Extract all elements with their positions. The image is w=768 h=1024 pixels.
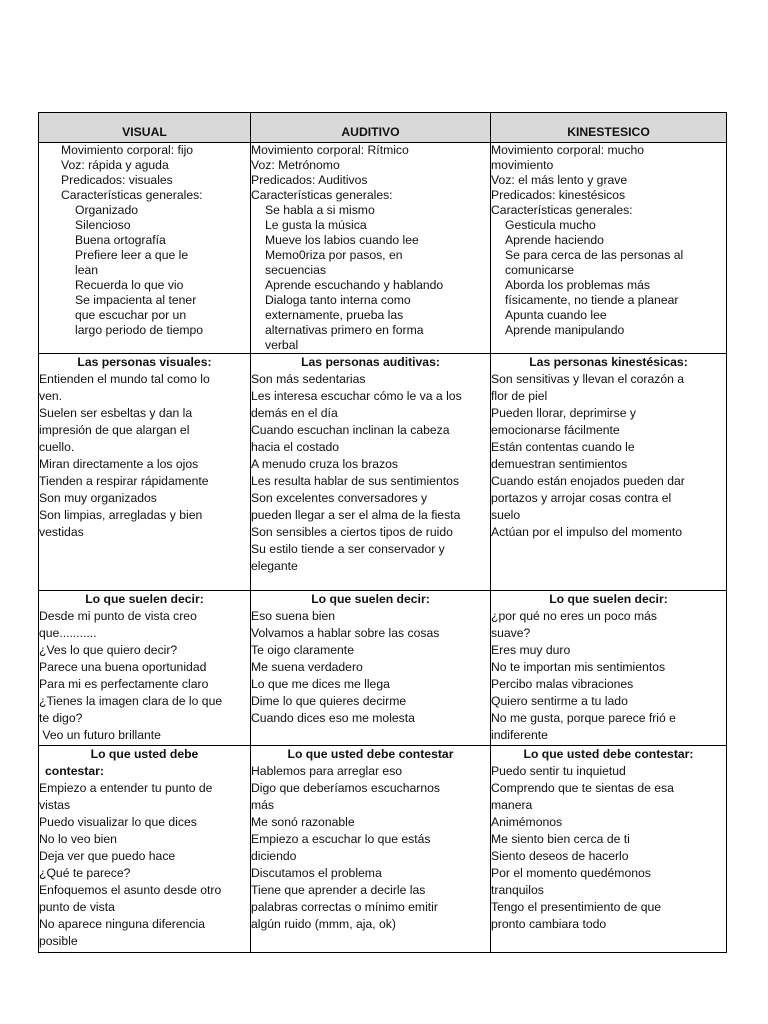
text-line: emocionarse fácilmente [491,423,620,437]
text-line: cuello. [39,440,75,454]
section-title: Lo que suelen decir: [85,592,204,606]
list-item: Apunta cuando lee [505,308,607,322]
list-item: físicamente, no tiende a planear [505,293,679,307]
text-line: Percibo malas vibraciones [491,677,634,691]
list-item: Se para cerca de las personas al [505,248,684,262]
text-line: pronto cambiara todo [491,917,607,931]
text-line: Puedo sentir tu inquietud [491,764,626,778]
cell-kinestesico-contestar [491,746,727,953]
text-line: flor de piel [491,389,548,403]
cell-kinestesico-characteristics [491,143,727,354]
row-personas [39,354,727,591]
cell-visual-characteristics [39,143,251,354]
header-row [39,113,727,143]
text-line: suave? [491,626,531,640]
list-item: Aprende escuchando y hablando [265,278,444,292]
text-line: Movimiento corporal: fijo [61,143,194,157]
text-line: Quiero sentirme a tu lado [491,694,628,708]
text-line: Características generales: [61,188,203,202]
cell-visual-contestar [39,746,251,953]
text-line: tranquilos [491,883,544,897]
text-line: Puedo visualizar lo que dices [39,815,197,829]
text-line: Son sensibles a ciertos tipos de ruido [251,525,453,539]
text-line: manera [491,798,533,812]
text-line: Te oigo claramente [251,643,354,657]
text-line: Empiezo a entender tu punto de [39,781,213,795]
text-line: Son sensitivas y llevan el corazón a [491,372,685,386]
row-lo-que-suelen-decir [39,591,727,746]
text-line: Volvamos a hablar sobre las cosas [251,626,440,640]
text-line: palabras correctas o mínimo emitir [251,900,438,914]
text-line: Predicados: visuales [61,173,173,187]
section-title-cont: contestar: [45,764,104,778]
section-title: Lo que suelen decir: [311,592,430,606]
text-line: suelo [491,508,521,522]
text-line: Me suena verdadero [251,660,363,674]
text-line: Deja ver que puedo hace [39,849,176,863]
text-line: vistas [39,798,71,812]
cell-visual-personas [39,354,251,591]
text-line: portazos y arrojar cosas contra el [491,491,672,505]
text-line: Tiene que aprender a decirle las [251,883,426,897]
text-line: demuestran sentimientos [491,457,628,471]
text-line: Pueden llorar, deprimirse y [491,406,636,420]
cell-kinestesico-personas [491,354,727,591]
cell-auditivo-decir [251,591,491,746]
text-line: Enfoquemos el asunto desde otro [39,883,222,897]
text-line: Características generales: [491,203,633,217]
text-line: Digo que deberíamos escucharnos [251,781,441,795]
text-line: más [251,798,275,812]
list-item: Recuerda lo que vio [75,278,184,292]
text-line: pueden llegar a ser el alma de la fiesta [251,508,461,522]
cell-visual-decir [39,591,251,746]
text-line: Son más sedentarias [251,372,366,386]
list-item: largo periodo de tiempo [75,323,204,337]
text-line: Eso suena bien [251,609,336,623]
text-line: Discutamos el problema [251,866,382,880]
text-line: Son excelentes conversadores y [251,491,428,505]
text-line: No te importan mis sentimientos [491,660,666,674]
list-item: Dialoga tanto interna como [265,293,411,307]
text-line: Predicados: kinestésicos [491,188,626,202]
text-line: movimiento [491,158,554,172]
text-line: Cuando dices eso me molesta [251,711,415,725]
list-item: alternativas primero en forma [265,323,424,337]
text-line: punto de vista [39,900,115,914]
text-line: demás en el día [251,406,338,420]
text-line: Por el momento quedémonos [491,866,651,880]
cell-kinestesico-decir [491,591,727,746]
list-item: externamente, prueba las [265,308,404,322]
cell-auditivo-characteristics [251,143,491,354]
header-kinestesico: KINESTESICO [491,113,727,143]
list-item: secuencias [265,263,326,277]
section-title: Las personas visuales: [77,355,212,369]
text-line: ¿por qué no eres un poco más [491,609,657,623]
text-line: Les interesa escuchar cómo le va a los [251,389,462,403]
list-item: Aprende haciendo [505,233,604,247]
text-line: Empiezo a escuchar lo que estás [251,832,431,846]
text-line: No lo veo bien [39,832,117,846]
text-line: No me gusta, porque parece frió e [491,711,676,725]
text-line: No aparece ninguna diferencia [39,917,206,931]
list-item: Silencioso [75,218,131,232]
text-line: ¿Ves lo que quiero decir? [39,643,178,657]
text-line: Voz: rápida y aguda [61,158,169,172]
text-line: Movimiento corporal: Rítmico [251,143,409,157]
text-line: Me siento bien cerca de ti [491,832,630,846]
list-item: Aprende manipulando [505,323,625,337]
text-line: Hablemos para arreglar eso [251,764,403,778]
list-item: Mueve los labios cuando lee [265,233,419,247]
cell-auditivo-contestar [251,746,491,953]
text-line: A menudo cruza los brazos [251,457,399,471]
list-item: que escuchar por un [75,308,187,322]
text-line: Dime lo que quieres decirme [251,694,407,708]
section-title: Lo que usted debe contestar [287,747,454,761]
text-line: impresión de que alargan el [39,423,190,437]
text-line: Tengo el presentimiento de que [491,900,662,914]
text-line: ¿Tienes la imagen clara de lo que [39,694,223,708]
text-line: Voz: el más lento y grave [491,173,628,187]
list-item: Memo0riza por pasos, en [265,248,403,262]
text-line: Siento deseos de hacerlo [491,849,629,863]
text-line: Miran directamente a los ojos [39,457,199,471]
text-line: Suelen ser esbeltas y dan la [39,406,193,420]
list-item: lean [75,263,99,277]
list-item: Se impacienta al tener [75,293,197,307]
text-line: Voz: Metrónomo [251,158,340,172]
text-line: indiferente [491,728,548,742]
text-line: algún ruido (mmm, aja, ok) [251,917,396,931]
text-line: elegante [251,559,298,573]
row-characteristics [39,143,727,354]
header-auditivo: AUDITIVO [251,113,491,143]
section-title: Las personas auditivas: [301,355,440,369]
text-line: Veo un futuro brillante [39,728,161,742]
list-item: Aborda los problemas más [505,278,650,292]
text-line: posible [39,934,78,948]
text-line: Comprendo que te sientas de esa [491,781,674,795]
text-line: Me sonó razonable [251,815,355,829]
text-line: te digo? [39,711,83,725]
list-item: Prefiere leer a que le [75,248,189,262]
text-line: Les resulta hablar de sus sentimientos [251,474,459,488]
text-line: Parece una buena oportunidad [39,660,207,674]
text-line: vestidas [39,525,84,539]
section-title: Lo que usted debe [90,747,199,761]
text-line: Para mi es perfectamente claro [39,677,209,691]
section-title: Las personas kinestésicas: [529,355,688,369]
text-line: Son limpias, arregladas y bien [39,508,203,522]
list-item: Organizado [75,203,139,217]
learning-styles-table [38,112,727,953]
text-line: Desde mi punto de vista creo [39,609,197,623]
list-item: comunicarse [505,263,575,277]
list-item: Gesticula mucho [505,218,596,232]
text-line: Cuando están enojados pueden dar [491,474,685,488]
text-line: Movimiento corporal: mucho [491,143,645,157]
header-visual: VISUAL [39,113,251,143]
section-title: Lo que usted debe contestar: [523,747,694,761]
section-title: Lo que suelen decir: [549,592,668,606]
list-item: Se habla a si mismo [265,203,375,217]
text-line: Animémonos [491,815,563,829]
text-line: diciendo [251,849,297,863]
text-line: Están contentas cuando le [491,440,635,454]
text-line: Predicados: Auditivos [251,173,368,187]
text-line: Cuando escuchan inclinan la cabeza [251,423,450,437]
list-item: verbal [265,338,299,352]
text-line: Son muy organizados [39,491,157,505]
text-line: ven. [39,389,63,403]
text-line: Actúan por el impulso del momento [491,525,683,539]
document-page [38,112,726,953]
text-line: Eres muy duro [491,643,571,657]
text-line: ¿Qué te parece? [39,866,131,880]
row-lo-que-debe-contestar [39,746,727,953]
text-line: Su estilo tiende a ser conservador y [251,542,445,556]
text-line: Entienden el mundo tal como lo [39,372,210,386]
cell-auditivo-personas [251,354,491,591]
list-item: Le gusta la música [265,218,367,232]
text-line: que........... [39,626,97,640]
text-line: Tienden a respirar rápidamente [39,474,209,488]
text-line: hacia el costado [251,440,340,454]
text-line: Lo que me dices me llega [251,677,390,691]
list-item: Buena ortografía [75,233,166,247]
text-line: Características generales: [251,188,393,202]
